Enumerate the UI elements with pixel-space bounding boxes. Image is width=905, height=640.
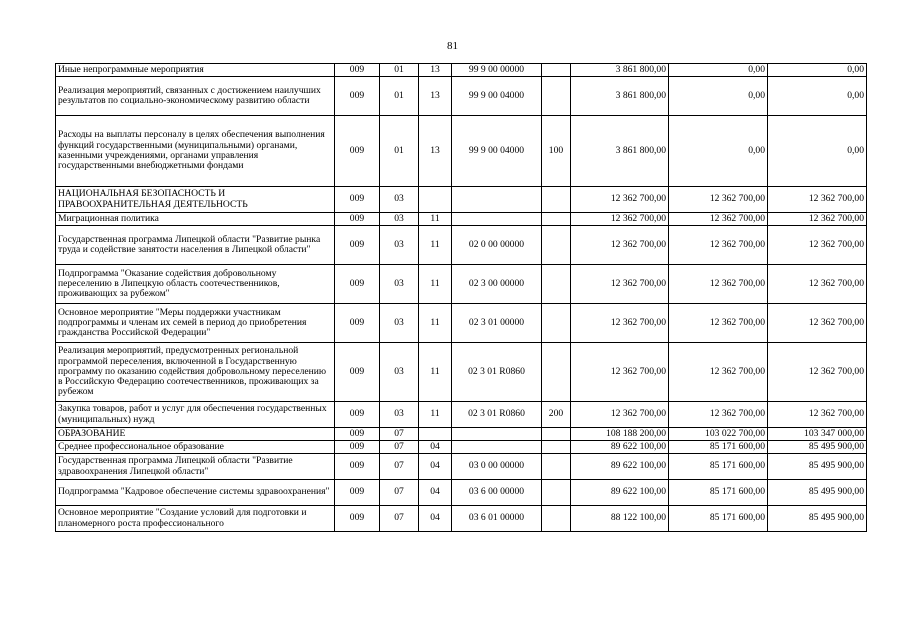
table-row [56,116,867,187]
ministry-code-cell: 009 [335,116,380,187]
section-code-cell: 01 [380,77,419,116]
expense-type-cell [542,304,571,343]
table-row [56,480,867,506]
section-code-cell: 03 [380,343,419,402]
amount-year-2-cell: 0,00 [669,77,768,116]
table-row [56,402,867,428]
ministry-code-cell: 009 [335,343,380,402]
amount-year-3-cell: 85 495 900,00 [768,506,867,532]
target-article-cell: 03 6 01 00000 [452,506,542,532]
amount-year-3-cell: 0,00 [768,64,867,77]
amount-year-2-cell: 12 362 700,00 [669,213,768,226]
section-code-cell: 07 [380,428,419,441]
subsection-code-cell: 13 [419,64,452,77]
target-article-cell [452,213,542,226]
table-row [56,187,867,213]
amount-year-1-cell: 89 622 100,00 [571,480,669,506]
amount-year-1-cell: 12 362 700,00 [571,304,669,343]
section-code-cell: 03 [380,304,419,343]
expense-type-cell: 100 [542,116,571,187]
amount-year-1-cell: 12 362 700,00 [571,226,669,265]
amount-year-1-cell: 3 861 800,00 [571,77,669,116]
ministry-code-cell: 009 [335,187,380,213]
target-article-cell: 03 6 00 00000 [452,480,542,506]
amount-year-2-cell: 85 171 600,00 [669,441,768,454]
expense-type-cell: 200 [542,402,571,428]
ministry-code-cell: 009 [335,77,380,116]
subsection-code-cell: 13 [419,77,452,116]
row-name-cell: Государственная программа Липецкой области "Развитие здравоохранения Липецкой области" [56,454,335,480]
target-article-cell: 02 0 00 00000 [452,226,542,265]
subsection-code-cell: 11 [419,402,452,428]
target-article-cell: 99 9 00 00000 [452,64,542,77]
ministry-code-cell: 009 [335,304,380,343]
amount-year-1-cell: 89 622 100,00 [571,454,669,480]
subsection-code-cell: 04 [419,454,452,480]
table-row [56,454,867,480]
expense-type-cell [542,187,571,213]
section-code-cell: 07 [380,480,419,506]
amount-year-1-cell: 12 362 700,00 [571,343,669,402]
amount-year-2-cell: 103 022 700,00 [669,428,768,441]
target-article-cell: 02 3 01 00000 [452,304,542,343]
target-article-cell: 02 3 00 00000 [452,265,542,304]
row-name-cell: Основное мероприятие "Меры поддержки участникам подпрограммы и членам их семей в период до приобретения гражданства Российской Федерации" [56,304,335,343]
target-article-cell [452,187,542,213]
expense-type-cell [542,226,571,265]
table-row [56,428,867,441]
table-row [56,64,867,77]
table-row [56,77,867,116]
amount-year-1-cell: 12 362 700,00 [571,213,669,226]
subsection-code-cell: 11 [419,226,452,265]
subsection-code-cell: 11 [419,343,452,402]
amount-year-2-cell: 0,00 [669,116,768,187]
section-code-cell: 03 [380,226,419,265]
table-row [56,265,867,304]
table-row [56,506,867,532]
ministry-code-cell: 009 [335,454,380,480]
section-code-cell: 03 [380,187,419,213]
ministry-code-cell: 009 [335,428,380,441]
section-code-cell: 01 [380,116,419,187]
ministry-code-cell: 009 [335,402,380,428]
amount-year-1-cell: 88 122 100,00 [571,506,669,532]
target-article-cell [452,428,542,441]
amount-year-3-cell: 12 362 700,00 [768,265,867,304]
amount-year-3-cell: 85 495 900,00 [768,480,867,506]
table-row [56,441,867,454]
amount-year-3-cell: 12 362 700,00 [768,343,867,402]
row-name-cell: ОБРАЗОВАНИЕ [56,428,335,441]
amount-year-3-cell: 0,00 [768,77,867,116]
amount-year-3-cell: 12 362 700,00 [768,187,867,213]
target-article-cell: 03 0 00 00000 [452,454,542,480]
expense-type-cell [542,454,571,480]
table-row [56,213,867,226]
page-number: 81 [447,40,458,52]
section-code-cell: 07 [380,454,419,480]
amount-year-2-cell: 12 362 700,00 [669,402,768,428]
amount-year-2-cell: 85 171 600,00 [669,506,768,532]
subsection-code-cell: 04 [419,441,452,454]
section-code-cell: 07 [380,506,419,532]
expense-type-cell [542,77,571,116]
subsection-code-cell: 11 [419,265,452,304]
expense-type-cell [542,428,571,441]
amount-year-2-cell: 12 362 700,00 [669,343,768,402]
subsection-code-cell: 04 [419,506,452,532]
row-name-cell: Среднее профессиональное образование [56,441,335,454]
ministry-code-cell: 009 [335,213,380,226]
amount-year-1-cell: 3 861 800,00 [571,116,669,187]
budget-table [55,63,867,532]
amount-year-1-cell: 108 188 200,00 [571,428,669,441]
row-name-cell: НАЦИОНАЛЬНАЯ БЕЗОПАСНОСТЬ И ПРАВООХРАНИТЕЛЬНАЯ ДЕЯТЕЛЬНОСТЬ [56,187,335,213]
amount-year-2-cell: 12 362 700,00 [669,304,768,343]
row-name-cell: Основное мероприятие "Создание условий для подготовки и планомерного роста профессионального [56,506,335,532]
amount-year-1-cell: 12 362 700,00 [571,265,669,304]
ministry-code-cell: 009 [335,506,380,532]
ministry-code-cell: 009 [335,226,380,265]
amount-year-2-cell: 12 362 700,00 [669,226,768,265]
target-article-cell [452,441,542,454]
target-article-cell: 02 3 01 R0860 [452,343,542,402]
ministry-code-cell: 009 [335,265,380,304]
ministry-code-cell: 009 [335,441,380,454]
amount-year-2-cell: 12 362 700,00 [669,187,768,213]
amount-year-3-cell: 12 362 700,00 [768,402,867,428]
row-name-cell: Государственная программа Липецкой области "Развитие рынка труда и содействие занятости населения в Липецкой области" [56,226,335,265]
amount-year-2-cell: 0,00 [669,64,768,77]
subsection-code-cell [419,428,452,441]
target-article-cell: 02 3 01 R0860 [452,402,542,428]
section-code-cell: 03 [380,402,419,428]
subsection-code-cell: 11 [419,304,452,343]
row-name-cell: Реализация мероприятий, предусмотренных региональной программой переселения, включенной в Государственную программу по оказанию содействия добровольному переселению в Российскую Федерацию соотечественников, проживающих за рубежом [56,343,335,402]
amount-year-3-cell: 103 347 000,00 [768,428,867,441]
amount-year-2-cell: 85 171 600,00 [669,480,768,506]
target-article-cell: 99 9 00 04000 [452,77,542,116]
expense-type-cell [542,480,571,506]
amount-year-1-cell: 3 861 800,00 [571,64,669,77]
row-name-cell: Подпрограмма "Оказание содействия добровольному переселению в Липецкую область соотечественников, проживающих за рубежом" [56,265,335,304]
row-name-cell: Иные непрограммные мероприятия [56,64,335,77]
row-name-cell: Расходы на выплаты персоналу в целях обеспечения выполнения функций государственными (муниципальными) органами, казенными учреждениями, органами управления государственными внебюджетными фондами [56,116,335,187]
section-code-cell: 01 [380,64,419,77]
expense-type-cell [542,343,571,402]
section-code-cell: 03 [380,265,419,304]
amount-year-3-cell: 0,00 [768,116,867,187]
table-row [56,226,867,265]
row-name-cell: Миграционная политика [56,213,335,226]
amount-year-3-cell: 85 495 900,00 [768,441,867,454]
expense-type-cell [542,441,571,454]
amount-year-3-cell: 12 362 700,00 [768,213,867,226]
subsection-code-cell [419,187,452,213]
table-row [56,304,867,343]
subsection-code-cell: 13 [419,116,452,187]
section-code-cell: 03 [380,213,419,226]
amount-year-2-cell: 12 362 700,00 [669,265,768,304]
amount-year-3-cell: 12 362 700,00 [768,304,867,343]
amount-year-1-cell: 12 362 700,00 [571,402,669,428]
row-name-cell: Подпрограмма "Кадровое обеспечение системы здравоохранения" [56,480,335,506]
expense-type-cell [542,265,571,304]
row-name-cell: Реализация мероприятий, связанных с достижением наилучших результатов по социально-экономическому развитию области [56,77,335,116]
expense-type-cell [542,213,571,226]
amount-year-2-cell: 85 171 600,00 [669,454,768,480]
amount-year-3-cell: 85 495 900,00 [768,454,867,480]
table-row [56,343,867,402]
expense-type-cell [542,506,571,532]
ministry-code-cell: 009 [335,64,380,77]
ministry-code-cell: 009 [335,480,380,506]
amount-year-1-cell: 89 622 100,00 [571,441,669,454]
amount-year-3-cell: 12 362 700,00 [768,226,867,265]
expense-type-cell [542,64,571,77]
subsection-code-cell: 11 [419,213,452,226]
amount-year-1-cell: 12 362 700,00 [571,187,669,213]
budget-table-body [56,64,867,532]
row-name-cell: Закупка товаров, работ и услуг для обеспечения государственных (муниципальных) нужд [56,402,335,428]
target-article-cell: 99 9 00 04000 [452,116,542,187]
subsection-code-cell: 04 [419,480,452,506]
section-code-cell: 07 [380,441,419,454]
